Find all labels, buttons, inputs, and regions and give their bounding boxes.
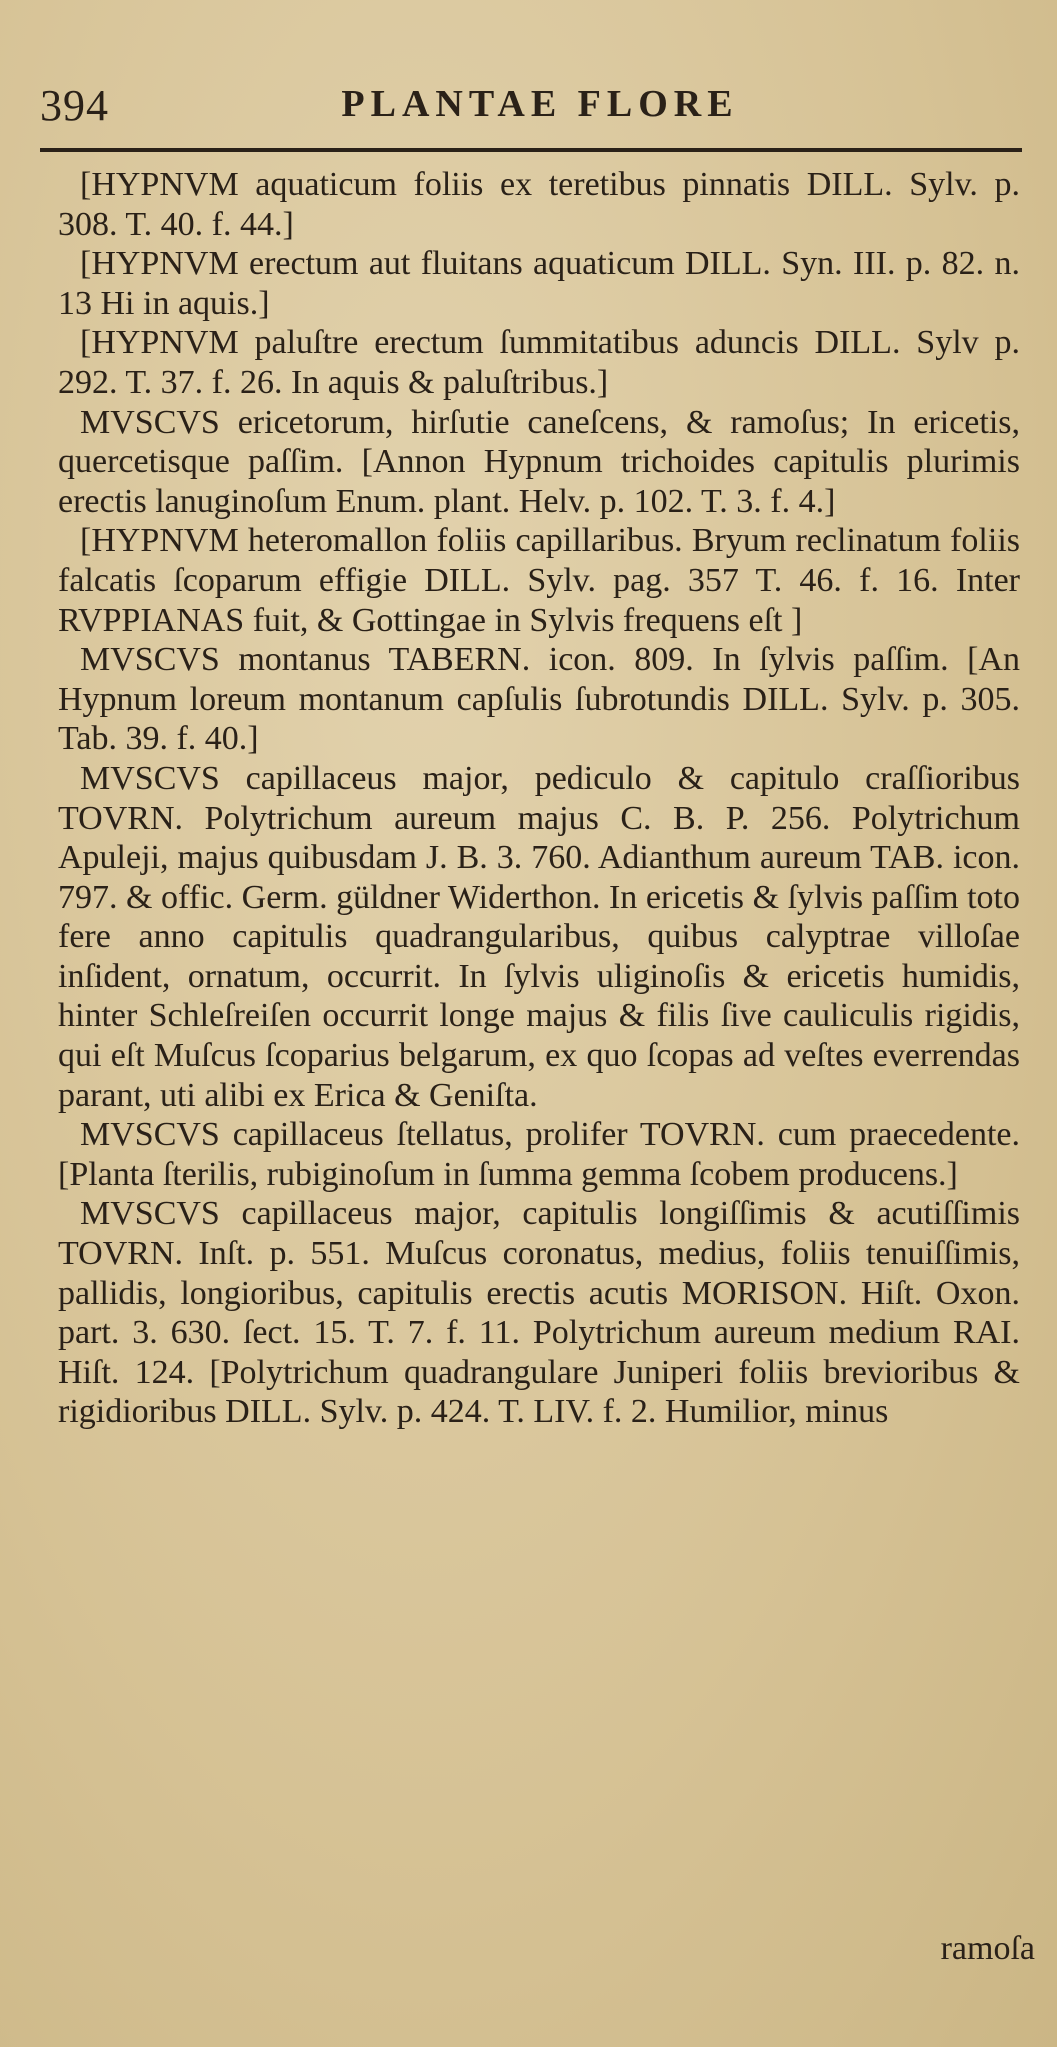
entry-muscus-capillaceus-major: MVSCVS capillaceus major, pediculo & capitulo craſſioribus TOVRN. Polytrichum aureum majus C. B. P. 256. Polytrichum Apuleji, majus quibusdam J. B. 3. 760. Adianthum aureum TAB. icon. 797. & offic. Germ. güldner Widerthon. In ericetis & ſylvis paſſim toto fere anno capitulis quadrangularibus, quibus calyptrae villoſae inſident, ornatum, occurrit. In ſylvis uliginoſis & ericetis humidis, hinter Schleſreiſen occurrit longe majus & filis ſive cauliculis rigidis, qui eſt Muſcus ſcoparius belgarum, ex quo ſcopas ad veſtes everrendas parant, uti alibi ex Erica & Geniſta. [58, 759, 1020, 1114]
entry-hypnum-heteromallon: [HYPNVM heteromallon foliis capillaribus. Bryum reclinatum foliis falcatis ſcoparum effigie DILL. Sylv. pag. 357 T. 46. f. 16. Inter RVPPIANAS fuit, & Gottingae in Sylvis frequens eſt ] [58, 522, 1020, 639]
header-rule [40, 148, 1022, 152]
entry-muscus-stellatus: MVSCVS capillaceus ſtellatus, prolifer TOVRN. cum praecedente. [Planta ſterilis, rubiginoſum in ſumma gemma ſcobem producens.] [58, 1116, 1020, 1193]
page-number: 394 [40, 81, 109, 130]
entry-hypnum-palustre: [HYPNVM paluſtre erectum ſummitatibus aduncis DILL. Sylv p. 292. T. 37. f. 26. In aquis & paluſtribus.] [58, 324, 1020, 401]
catchword: ramoſa [940, 1930, 1035, 1967]
entry-muscus-ericetorum: MVSCVS ericetorum, hirſutie caneſcens, & ramoſus; In ericetis, quercetisque paſſim. [Annon Hypnum trichoides capitulis plurimis erectis lanuginoſum Enum. plant. Helv. p. 102. T. 3. f. 4.] [58, 403, 1020, 520]
body-text [58, 165, 1020, 1432]
entry-muscus-montanus: MVSCVS montanus TABERN. icon. 809. In ſylvis paſſim. [An Hypnum loreum montanum capſulis ſubrotundis DILL. Sylv. p. 305. Tab. 39. f. 40.] [58, 641, 1020, 758]
page-header [40, 80, 1020, 130]
entry-hypnum-aquaticum: [HYPNVM aquaticum foliis ex teretibus pinnatis DILL. Sylv. p. 308. T. 40. f. 44.] [58, 166, 1020, 243]
entry-muscus-capitulis-longissimis: MVSCVS capillaceus major, capitulis longiſſimis & acutiſſimis TOVRN. Inſt. p. 551. Muſcus coronatus, medius, foliis tenuiſſimis, pallidis, longioribus, capitulis erectis acutis MORISON. Hiſt. Oxon. part. 3. 630. ſect. 15. T. 7. f. 11. Polytrichum aureum medium RAI. Hiſt. 124. [Polytrichum quadrangulare Juniperi foliis brevioribus & rigidioribus DILL. Sylv. p. 424. T. LIV. f. 2. Humilior, minus [58, 1195, 1020, 1431]
entry-hypnum-erectum: [HYPNVM erectum aut fluitans aquaticum DILL. Syn. III. p. 82. n. 13 Hi in aquis.] [58, 245, 1020, 322]
running-title: PLANTAE FLORE [341, 83, 739, 125]
